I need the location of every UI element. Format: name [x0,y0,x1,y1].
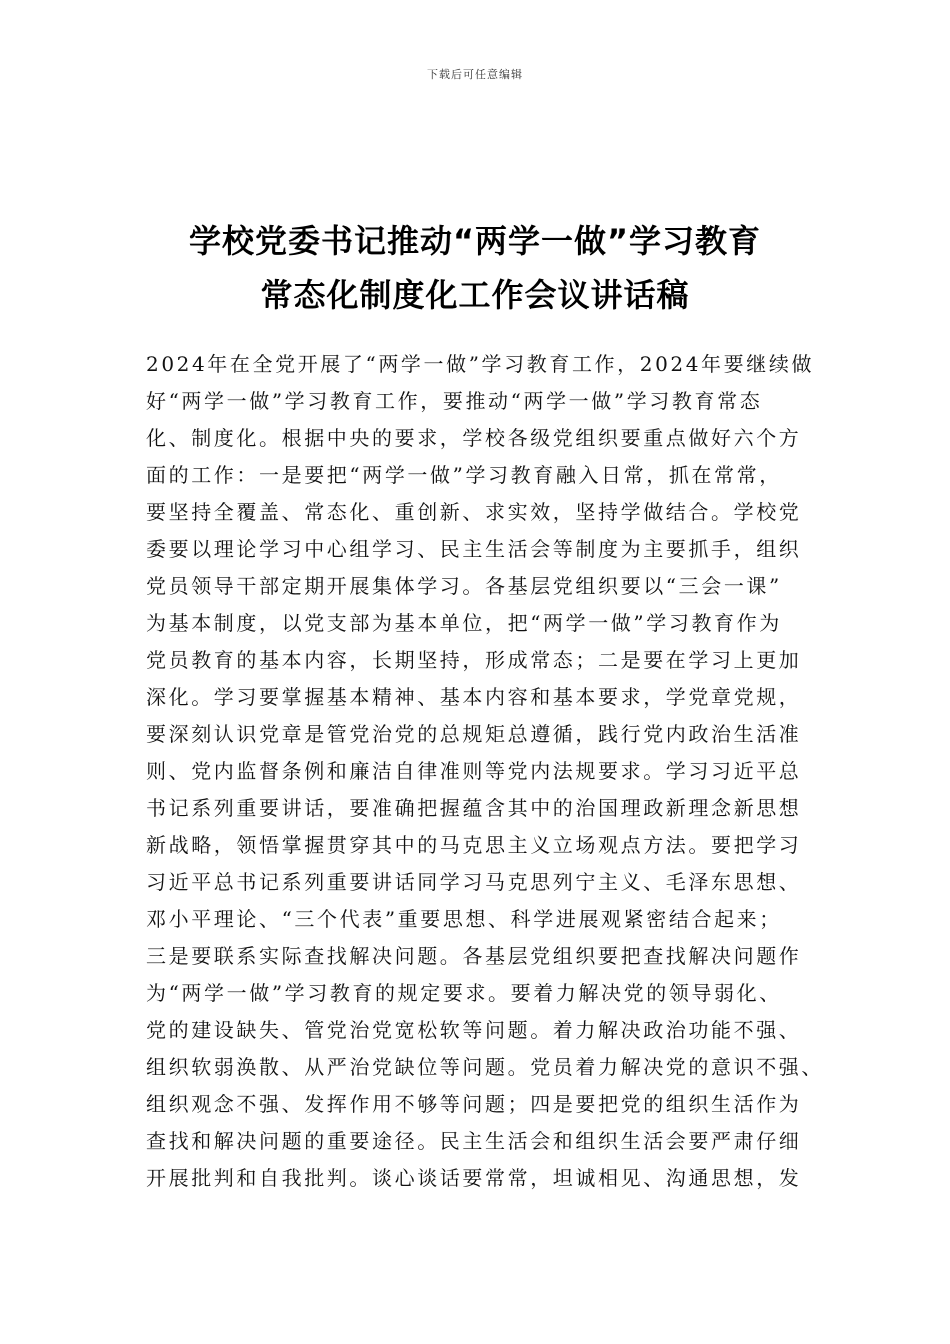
body-line: 深化。学习要掌握基本精神、基本内容和基本要求，学党章党规， [146,685,802,709]
body-line: 组织观念不强、发挥作用不够等问题；四是要把党的组织生活作为 [146,1092,802,1116]
body-line: 为“两学一做”学习教育的规定要求。要着力解决党的领导弱化、 [146,981,782,1005]
body-line: 面的工作：一是要把“两学一做”学习教育融入日常，抓在常常， [146,463,782,487]
body-line: 好“两学一做”学习教育工作，要推动“两学一做”学习教育常态 [146,389,763,413]
body-line: 党员领导干部定期开展集体学习。各基层党组织要以“三会一课” [146,574,782,598]
body-line: 化、制度化。根据中央的要求，学校各级党组织要重点做好六个方 [146,426,802,450]
header-note: 下载后可任意编辑 [427,68,523,81]
body-line: 要坚持全覆盖、常态化、重创新、求实效，坚持学做结合。学校党 [146,500,802,524]
title-line: 学校党委书记推动“两学一做”学习教育 [188,222,762,260]
title-line: 常态化制度化工作会议讲话稿 [260,276,690,314]
body-line: 党员教育的基本内容，长期坚持，形成常态；二是要在学习上更加 [146,648,802,672]
body-line: 组织软弱涣散、从严治党缺位等问题。党员着力解决党的意识不强、 [146,1055,824,1079]
body-line: 为基本制度，以党支部为基本单位，把“两学一做”学习教育作为 [146,611,782,635]
body-line: 三是要联系实际查找解决问题。各基层党组织要把查找解决问题作 [146,944,802,968]
document-body [146,346,826,1197]
body-line: 开展批判和自我批判。谈心谈话要常常，坦诚相见、沟通思想，发 [146,1166,802,1190]
body-line: 邓小平理论、“三个代表”重要思想、科学进展观紧密结合起来； [146,907,782,931]
body-line: 委要以理论学习中心组学习、民主生活会等制度为主要抓手，组织 [146,537,802,561]
body-line: 则、党内监督条例和廉洁自律准则等党内法规要求。学习习近平总 [146,759,802,783]
body-line: 新战略，领悟掌握贯穿其中的马克思主义立场观点方法。要把学习 [146,833,802,857]
body-line: 党的建设缺失、管党治党宽松软等问题。着力解决政治功能不强、 [146,1018,802,1042]
body-line: 查找和解决问题的重要途径。民主生活会和组织生活会要严肃仔细 [146,1129,802,1153]
body-line: 要深刻认识党章是管党治党的总规矩总遵循，践行党内政治生活准 [146,722,802,746]
body-line: 书记系列重要讲话，要准确把握蕴含其中的治国理政新理念新思想 [146,796,802,820]
body-line: 2024年在全党开展了“两学一做”学习教育工作，2024年要继续做 [146,352,815,376]
document-title [60,214,890,322]
body-line: 习近平总书记系列重要讲话同学习马克思列宁主义、毛泽东思想、 [146,870,802,894]
